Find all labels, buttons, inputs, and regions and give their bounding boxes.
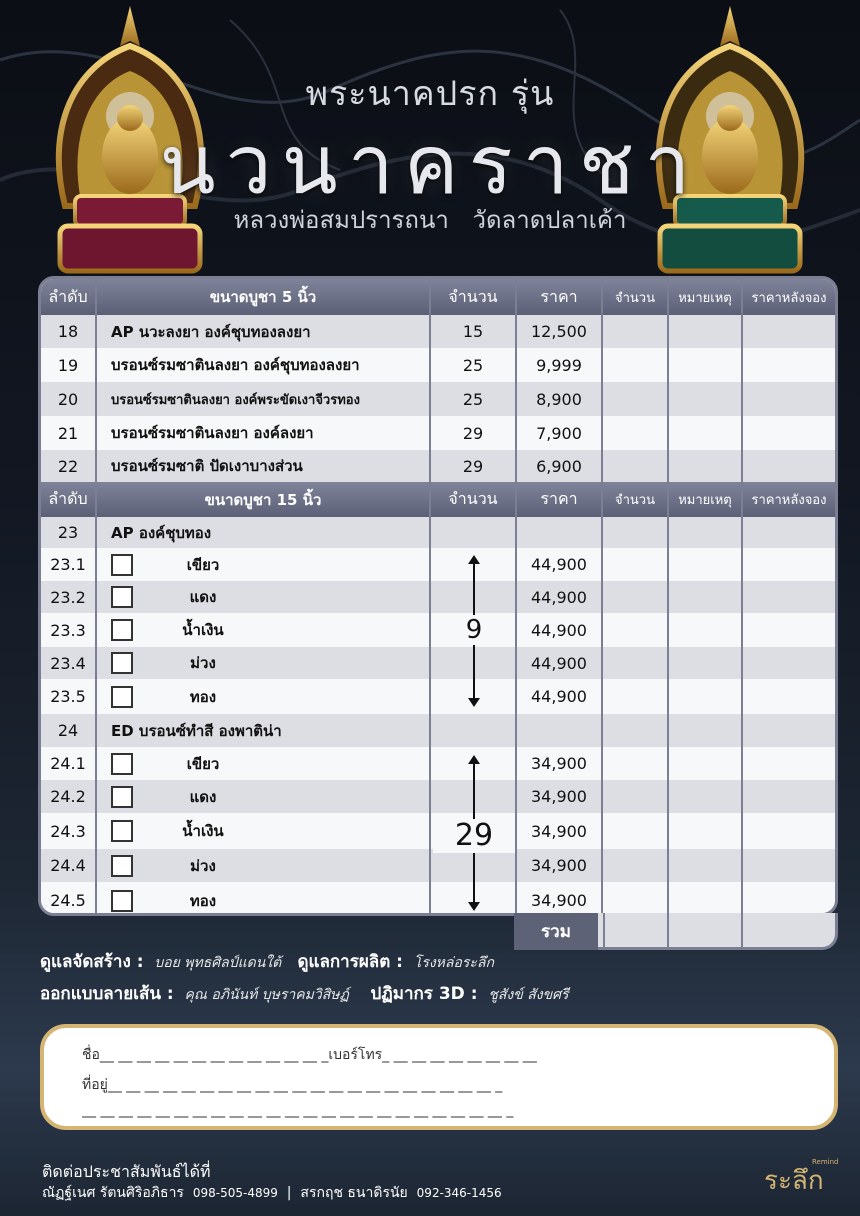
header-subtitle: พระนาคปรก รุ่น — [305, 74, 555, 114]
person2-name: สรกฤช ธนาดิรนัย — [300, 1185, 408, 1201]
design-value: คุณ อภินันท์ บุษราคมวิสิษฏ์ — [184, 987, 349, 1003]
table-row — [41, 315, 835, 348]
header-qty: จำนวน — [448, 489, 498, 508]
credits-line-2 — [40, 980, 569, 1007]
row-no: 20 — [57, 389, 79, 409]
header-size: ขนาดบูชา 15 นิ้ว — [204, 490, 322, 509]
person1-phone: 098-505-4899 — [192, 1186, 278, 1200]
price-table — [38, 276, 838, 916]
header-reserve-price: ราคาหลังจอง — [751, 290, 827, 306]
row-name: บรอนซ์รมซาติ ปัดเงาบางส่วน — [111, 457, 303, 475]
row-no: 24 — [57, 721, 79, 740]
row-price: 34,900 — [531, 821, 587, 841]
row-no: 18 — [57, 322, 79, 341]
row-price: 6,900 — [536, 456, 582, 476]
contact-title: ติดต่อประชาสัมพันธ์ได้ที่ — [42, 1162, 211, 1181]
sculpt-label: ปฏิมากร 3D : — [370, 984, 478, 1004]
row-color: ทอง — [189, 891, 217, 910]
production-label: ดูแลการผลิต : — [297, 952, 403, 972]
row-color: ทอง — [189, 687, 217, 706]
column-divider — [667, 279, 669, 916]
checkbox[interactable] — [111, 753, 133, 775]
sculpt-value: ชูสังข์ สังขศรี — [488, 987, 569, 1003]
checkbox[interactable] — [111, 554, 133, 576]
order-form — [40, 1024, 838, 1130]
header-note: หมายเหตุ — [678, 290, 732, 306]
row-no: 23.5 — [50, 687, 86, 706]
address-line[interactable]: ที่อยู่__ __ __ __ __ __ __ __ __ __ __ __ __ __ __ __ __ __ __ __ __ _ — [82, 1077, 503, 1093]
row-name: บรอนซ์รมซาตินลงยา องค์ลงยา — [111, 424, 314, 442]
row-no: 19 — [57, 355, 79, 375]
header-price: ราคา — [540, 286, 578, 306]
column-divider — [741, 279, 743, 916]
table-row-group — [41, 517, 835, 548]
table-row — [41, 450, 835, 482]
row-color: เขียว — [186, 754, 220, 773]
credits-line-1 — [40, 948, 494, 975]
person1-name: ณัฏฐ์เนศ รัตนศิริอภิธาร — [42, 1185, 184, 1201]
row-no: 23.3 — [50, 620, 86, 640]
checkbox[interactable] — [111, 652, 133, 674]
row-color: น้ำเงิน — [182, 822, 224, 840]
row-color: ม่วง — [190, 654, 216, 672]
name-label: ชื่อ — [82, 1047, 100, 1063]
row-price: 9,999 — [536, 355, 582, 375]
checkbox[interactable] — [111, 855, 133, 877]
group-qty: 29 — [433, 819, 515, 853]
table-header-15-inch — [41, 482, 835, 517]
row-qty: 15 — [462, 322, 484, 341]
row-no: 24.3 — [50, 821, 86, 841]
row-no: 23.2 — [50, 587, 86, 607]
row-price: 44,900 — [531, 555, 587, 574]
checkbox[interactable] — [111, 586, 133, 608]
table-header-5-inch — [41, 279, 835, 315]
header-note: หมายเหตุ — [678, 493, 732, 508]
header-qty: จำนวน — [448, 286, 498, 306]
header-title: นวนาคราชา — [159, 118, 701, 213]
row-name: บรอนซ์รมซาตินลงยา องค์พระขัดเงาจีวรทอง — [111, 392, 360, 408]
row-price: 34,900 — [531, 754, 587, 773]
header-order-qty: จำนวน — [615, 493, 655, 508]
row-price: 44,900 — [531, 687, 587, 706]
row-no: 24.5 — [50, 891, 86, 910]
separator: | — [286, 1185, 292, 1201]
row-price: 44,900 — [531, 587, 587, 607]
table-row — [41, 348, 835, 382]
brand-small: Remind — [812, 1158, 839, 1166]
row-price: 34,900 — [531, 856, 587, 875]
address-label: ที่อยู่ — [82, 1077, 108, 1093]
row-price: 12,500 — [531, 322, 587, 341]
row-price: 34,900 — [531, 891, 587, 910]
row-name: AP องค์ชุบทอง — [111, 523, 212, 542]
row-color: แดง — [189, 787, 217, 806]
qty-span-23 — [433, 555, 515, 707]
row-no: 24.1 — [50, 754, 86, 773]
checkbox[interactable] — [111, 786, 133, 808]
row-color: ม่วง — [190, 856, 216, 875]
row-price: 34,900 — [531, 787, 587, 806]
row-color: เขียว — [186, 555, 220, 574]
row-no: 22 — [57, 456, 79, 476]
column-divider — [601, 279, 603, 916]
row-color: น้ำเงิน — [182, 621, 224, 639]
row-no: 23.4 — [50, 653, 86, 673]
table-row — [41, 382, 835, 416]
checkbox[interactable] — [111, 890, 133, 912]
arrow-down-icon — [468, 698, 480, 707]
person2-phone: 092-346-1456 — [416, 1186, 502, 1200]
row-price: 44,900 — [531, 620, 587, 640]
arrow-down-icon — [468, 902, 480, 911]
row-price: 7,900 — [536, 423, 582, 443]
header-size: ขนาดบูชา 5 นิ้ว — [209, 288, 317, 306]
row-no: 23 — [57, 523, 79, 542]
header-no: ลำดับ — [48, 286, 88, 306]
column-divider — [95, 279, 97, 916]
phone-label: เบอร์โทร — [328, 1047, 383, 1063]
column-divider — [429, 279, 431, 916]
row-no: 23.1 — [50, 555, 86, 574]
row-price: 44,900 — [531, 653, 587, 673]
qty-span-24 — [433, 755, 515, 911]
checkbox[interactable] — [111, 820, 133, 842]
checkbox[interactable] — [111, 686, 133, 708]
row-color: แดง — [189, 588, 217, 606]
build-value: บอย พุทธศิลป์แดนใต้ — [154, 955, 282, 971]
production-value: โรงหล่อระลึก — [413, 955, 494, 971]
table-row-group — [41, 714, 835, 747]
table-row — [41, 416, 835, 450]
row-name: AP นวะลงยา องค์ชุบทองลงยา — [111, 322, 311, 341]
design-label: ออกแบบลายเส้น : — [40, 984, 174, 1004]
header-order-qty: จำนวน — [615, 290, 655, 306]
row-qty: 29 — [462, 423, 484, 443]
row-no: 21 — [57, 423, 79, 443]
row-qty: 25 — [462, 389, 484, 409]
header-monk: หลวงพ่อสมปรารถนา วัดลาดปลาเค้า — [233, 206, 627, 234]
column-divider — [515, 279, 517, 916]
group-qty: 9 — [433, 615, 515, 645]
brand-logo: ระลึก — [764, 1166, 824, 1196]
header-price: ราคา — [540, 489, 578, 508]
name-phone-line[interactable]: ชื่อ__ __ __ __ __ __ __ __ __ __ __ __ _เบอร์โทร_ __ __ __ __ __ __ __ __ — [82, 1047, 537, 1063]
row-no: 24.2 — [50, 787, 86, 806]
contact-line — [42, 1182, 502, 1204]
header-reserve-price: ราคาหลังจอง — [751, 493, 827, 508]
header-no: ลำดับ — [48, 489, 88, 508]
build-label: ดูแลจัดสร้าง : — [40, 952, 144, 972]
row-price: 8,900 — [536, 389, 582, 409]
row-name: บรอนซ์รมซาตินลงยา องค์ชุบทองลงยา — [111, 356, 360, 374]
row-qty: 25 — [462, 355, 484, 375]
checkbox[interactable] — [111, 619, 133, 641]
address-line-2[interactable]: __ __ __ __ __ __ __ __ __ __ __ __ __ __ __ __ __ __ __ __ __ __ __ _ — [82, 1102, 514, 1118]
row-qty: 29 — [462, 456, 484, 476]
row-name: ED บรอนซ์ทำสี องพาติน่า — [111, 721, 282, 740]
row-no: 24.4 — [50, 856, 86, 875]
total-label: รวม — [514, 913, 598, 950]
